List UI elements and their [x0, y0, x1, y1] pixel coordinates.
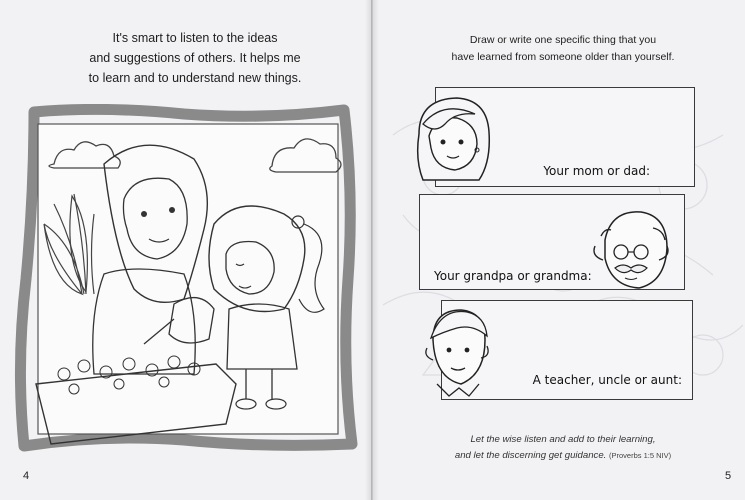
verse-line: Let the wise listen and add to their learning,	[470, 434, 656, 445]
page-number: 4	[23, 470, 30, 482]
teacher-portrait	[423, 304, 491, 400]
instruction-line: Draw or write one specific thing that you	[469, 34, 657, 46]
mom-portrait	[409, 94, 493, 186]
box-label: Your mom or dad:	[543, 164, 650, 178]
intro-text	[70, 28, 320, 88]
page-number: 5	[725, 470, 732, 482]
box-label: A teacher, uncle or aunt:	[532, 373, 682, 387]
coloring-illustration	[14, 104, 359, 452]
grandpa-portrait	[591, 206, 671, 298]
bible-verse	[413, 432, 713, 464]
instruction-line: have learned from someone older than yourself.	[451, 51, 675, 63]
verse-line-with-reference	[413, 448, 713, 464]
intro-line: to learn and to understand new things.	[88, 71, 302, 85]
intro-line: and suggestions of others. It helps me	[89, 51, 301, 65]
right-page	[373, 0, 745, 500]
box-label: Your grandpa or grandma:	[434, 269, 592, 283]
verse-line: and let the discerning get guidance.	[454, 450, 607, 461]
instruction-text	[413, 32, 713, 66]
intro-line: It's smart to listen to the ideas	[112, 31, 278, 45]
left-page	[0, 0, 372, 500]
verse-reference: (Proverbs 1:5 NIV)	[609, 451, 672, 460]
